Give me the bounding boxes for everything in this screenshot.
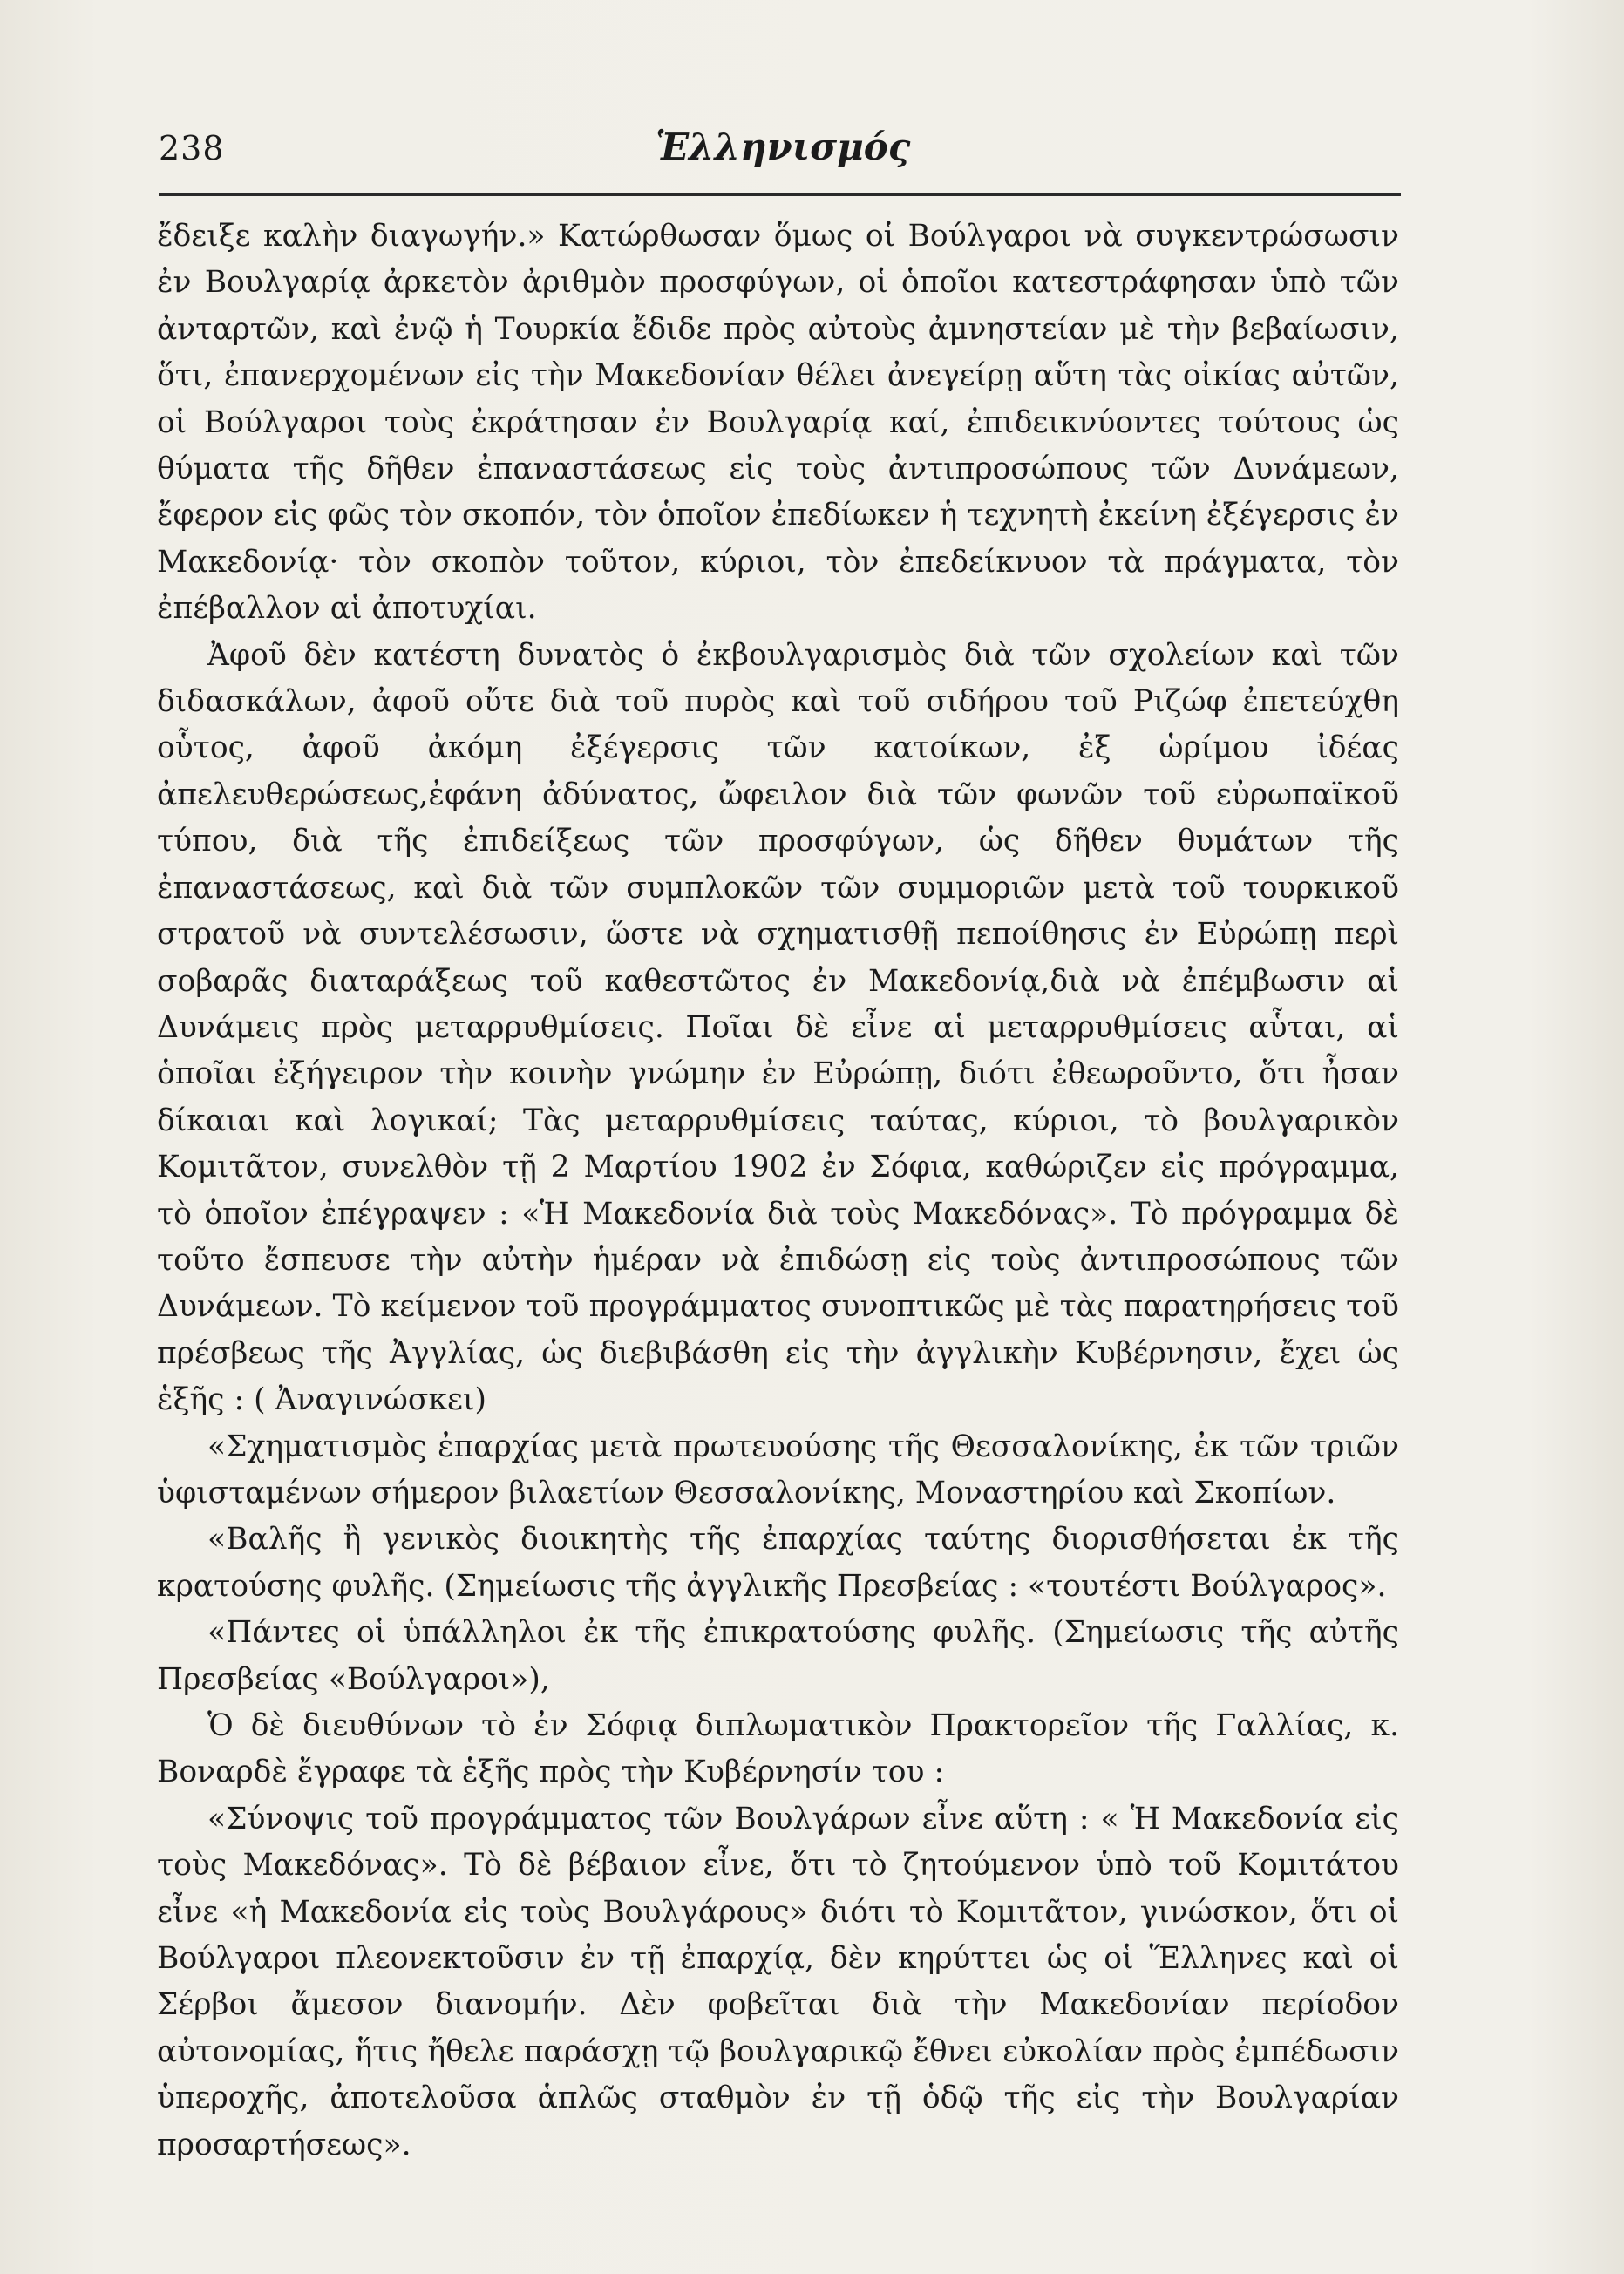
header-rule [159,193,1401,196]
paragraph-continued: ἔδειξε καλὴν διαγωγήν.» Κατώρθωσαν ὅμως οἱ Βούλγαροι νὰ συγκεντρώσωσιν ἐν Βουλγαρίᾳ ἀρκετὸν ἀριθμὸν προσφύγων, οἱ ὁποῖοι κατεστράφησαν ὑπὸ τῶν ἀνταρτῶν, καὶ ἐνῷ ἡ Τουρκία ἔδιδε πρὸς αὐτοὺς ἀμνηστείαν μὲ τὴν βεβαίωσιν, ὅτι, ἐπανερχομένων εἰς τὴν Μακεδονίαν θέλει ἀνεγείρῃ αὕτη τὰς οἰκίας αὐτῶν, οἱ Βούλγαροι τοὺς ἐκράτησαν ἐν Βουλγαρίᾳ καί, ἐπιδεικνύοντες τούτους ὡς θύματα τῆς δῆθεν ἐπαναστάσεως εἰς τοὺς ἀντιπροσώπους τῶν Δυνάμεων, ἔφερον εἰς φῶς τὸν σκοπόν, τὸν ὁποῖον ἐπεδίωκεν ἡ τεχνητὴ ἐκείνη ἐξέγερσις ἐν Μακεδονίᾳ· τὸν σκοπὸν τοῦτον, κύριοι, τὸν ἐπεδείκνυον τὰ πράγματα, τὸν ἐπέβαλλον αἱ ἀποτυχίαι. [157,219,1399,627]
quoted-paragraph: «Σχηματισμὸς ἐπαρχίας μετὰ πρωτευούσης τῆς Θεσσαλονίκης, ἐκ τῶν τριῶν ὑφισταμένων σήμερον βιλαετίων Θεσσαλονίκης, Μοναστηρίου καὶ Σκοπίων. [157,1429,1399,1510]
body-text [157,214,1399,2169]
page-header [159,122,1396,183]
paragraph: Ὁ δὲ διευθύνων τὸ ἐν Σόφιᾳ διπλωματικὸν Πρακτορεῖον τῆς Γαλλίας, κ. Βοναρδὲ ἔγραφε τὰ ἑξῆς πρὸς τὴν Κυβέρνησίν του : [157,1708,1399,1790]
running-title: Ἑλληνισμός [656,126,911,168]
quoted-paragraph: «Πάντες οἱ ὑπάλληλοι ἐκ τῆς ἐπικρατούσης φυλῆς. (Σημείωσις τῆς αὐτῆς Πρεσβείας «Βούλγαροι»), [157,1615,1399,1697]
paragraph: Ἀφοῦ δὲν κατέστη δυνατὸς ὁ ἐκβουλγαρισμὸς διὰ τῶν σχολείων καὶ τῶν διδασκάλων, ἀφοῦ οὔτε διὰ τοῦ πυρὸς καὶ τοῦ σιδήρου τοῦ Ριζώφ ἐπετεύχθη οὗτος, ἀφοῦ ἀκόμη ἐξέγερσις τῶν κατοίκων, ἐξ ὡρίμου ἰδέας ἀπελευθερώσεως,ἐφάνη ἀδύνατος, ὤφειλον διὰ τῶν φωνῶν τοῦ εὐρωπαϊκοῦ τύπου, διὰ τῆς ἐπιδείξεως τῶν προσφύγων, ὡς δῆθεν θυμάτων τῆς ἐπαναστάσεως, καὶ διὰ τῶν συμπλοκῶν τῶν συμμοριῶν μετὰ τοῦ τουρκικοῦ στρατοῦ νὰ συντελέσωσιν, ὥστε νὰ σχηματισθῇ πεποίθησις ἐν Εὐρώπῃ περὶ σοβαρᾶς διαταράξεως τοῦ καθεστῶτος ἐν Μακεδονίᾳ,διὰ νὰ ἐπέμβωσιν αἱ Δυνάμεις πρὸς μεταρρυθμίσεις. Ποῖαι δὲ εἶνε αἱ μεταρρυθμίσεις αὗται, αἱ ὁποῖαι ἐξήγειρον τὴν κοινὴν γνώμην ἐν Εὐρώπῃ, διότι ἐθεωροῦντο, ὅτι ἦσαν δίκαιαι καὶ λογικαί; Τὰς μεταρρυθμίσεις ταύτας, κύριοι, τὸ βουλγαρικὸν Κομιτᾶτον, συνελθὸν τῇ 2 Μαρτίου 1902 ἐν Σόφια, καθώριζεν εἰς πρόγραμμα, τὸ ὁποῖον ἐπέγραψεν : «Ἡ Μακεδονία διὰ τοὺς Μακεδόνας». Τὸ πρόγραμμα δὲ τοῦτο ἔσπευσε τὴν αὐτὴν ἡμέραν νὰ ἐπιδώσῃ εἰς τοὺς ἀντιπροσώπους τῶν Δυνάμεων. Τὸ κείμενον τοῦ προγράμματος συνοπτικῶς μὲ τὰς παρατηρήσεις τοῦ πρέσβεως τῆς Ἀγγλίας, ὡς διεβιβάσθη εἰς τὴν ἀγγλικὴν Κυβέρνησιν, ἔχει ὡς ἑξῆς : ( Ἀναγινώσκει) [157,637,1399,1418]
quoted-paragraph: «Βαλῆς ἢ γενικὸς διοικητὴς τῆς ἐπαρχίας ταύτης διορισθήσεται ἐκ τῆς κρατούσης φυλῆς. (Σημείωσις τῆς ἀγγλικῆς Πρεσβείας : «τουτέστι Βούλγαρος». [157,1522,1399,1604]
quoted-paragraph: «Σύνοψις τοῦ προγράμματος τῶν Βουλγάρων εἶνε αὕτη : « Ἡ Μακεδονία εἰς τοὺς Μακεδόνας». Τὸ δὲ βέβαιον εἶνε, ὅτι τὸ ζητούμενον ὑπὸ τοῦ Κομιτάτου εἶνε «ἡ Μακεδονία εἰς τοὺς Βουλγάρους» διότι τὸ Κομιτᾶτον, γινώσκον, ὅτι οἱ Βούλγαροι πλεονεκτοῦσιν ἐν τῇ ἐπαρχίᾳ, δὲν κηρύττει ὡς οἱ Ἕλληνες καὶ οἱ Σέρβοι ἄμεσον διανομήν. Δὲν φοβεῖται διὰ τὴν Μακεδονίαν περίοδον αὐτονομίας, ἥτις ἤθελε παράσχῃ τῷ βουλγαρικῷ ἔθνει εὐκολίαν πρὸς ἐμπέδωσιν ὑπεροχῆς, ἀποτελοῦσα ἁπλῶς σταθμὸν ἐν τῇ ὁδῷ τῆς εἰς τὴν Βουλγαρίαν προσαρτήσεως». [157,1801,1399,2162]
page-number: 238 [159,129,225,167]
